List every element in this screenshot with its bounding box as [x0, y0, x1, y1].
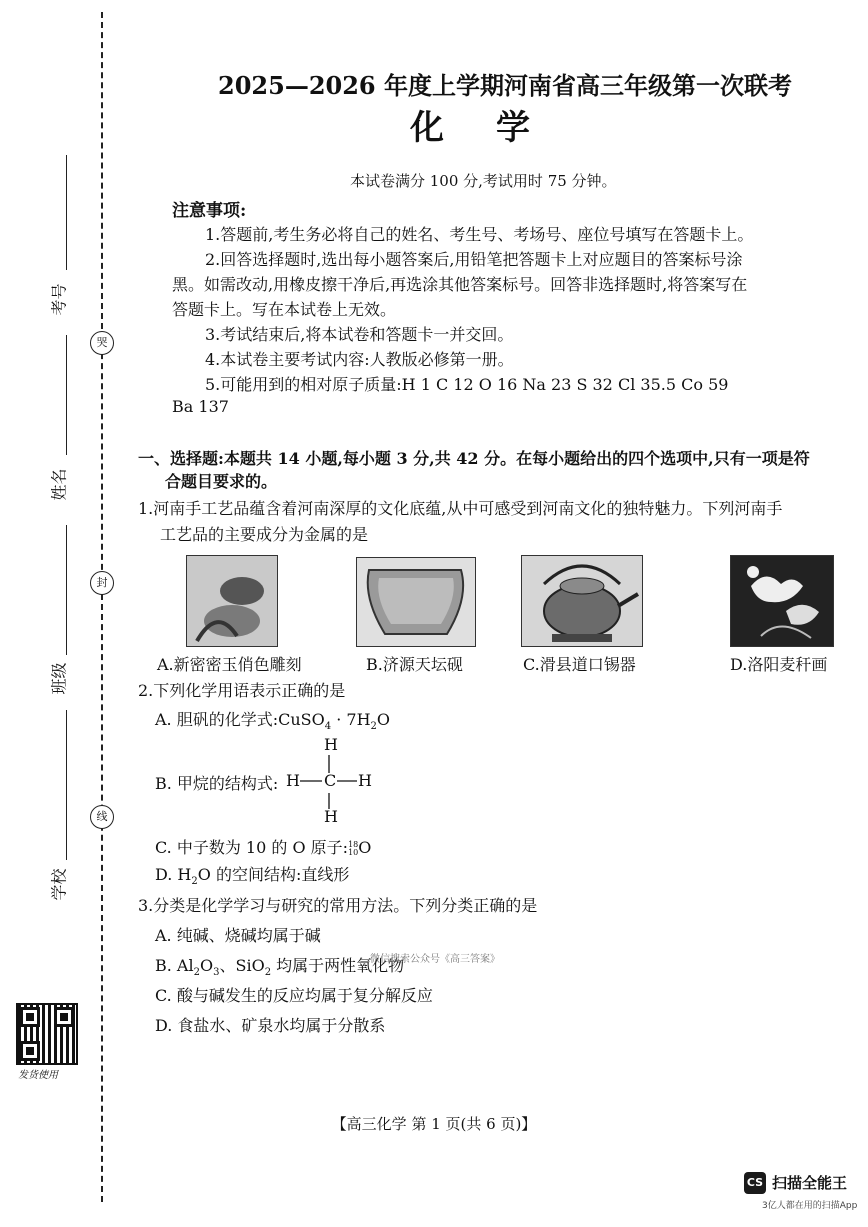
seal-mark-1: 哭 [90, 331, 114, 355]
q2-option-c: C. 中子数为 10 的 O 原子: 18 10 O [155, 838, 372, 857]
class-label: 班级 [49, 662, 69, 695]
q1-stem: 1.河南手工艺品蕴含着河南深厚的文化底蕴,从中可感受到河南文化的独特魅力。下列河南手 [138, 499, 783, 518]
exam-number-rule [66, 155, 67, 270]
section-heading: 一、选择题:本题共 14 小题,每小题 3 分,共 42 分。在每小题给出的四个选项中,只有一项是符 [138, 449, 810, 468]
notice-heading: 注意事项: [172, 201, 247, 221]
exam-number-label: 考号 [49, 283, 69, 316]
watermark: 微信搜索公众号《高三答案》 [370, 954, 500, 965]
notice-item-1: 1.答题前,考生务必将自己的姓名、考生号、考场号、座位号填写在答题卡上。 [205, 225, 754, 244]
seal-mark-3: 线 [90, 805, 114, 829]
q1-option-c: C.滑县道口锡器 [523, 655, 636, 674]
notice-item-2-end: 答题卡上。写在本试卷上无效。 [172, 300, 397, 319]
methane-c: C [324, 771, 337, 790]
subject-title: 化学 [410, 108, 582, 148]
notice-item-4: 4.本试卷主要考试内容:人教版必修第一册。 [205, 350, 514, 369]
methane-structure [283, 735, 383, 827]
q2-option-d: D. $H_2O$ 的空间结构:直线形 [155, 865, 350, 888]
straw-painting-image [730, 555, 834, 647]
methane-h-top: H [324, 735, 338, 754]
school-rule [66, 710, 67, 860]
qr-caption: 发货使用 [18, 1070, 58, 1081]
q3-option-c: C. 酸与碱发生的反应均属于复分解反应 [155, 986, 433, 1005]
name-rule [66, 335, 67, 455]
q1-option-a: A.新密密玉俏色雕刻 [157, 655, 302, 674]
qr-code [16, 1003, 78, 1065]
section-heading-cont: 合题目要求的。 [165, 472, 278, 491]
class-rule [66, 525, 67, 655]
methane-h-bottom: H [324, 807, 338, 826]
scanner-name: 扫描全能王 [772, 1174, 848, 1192]
q3-option-d: D. 食盐水、矿泉水均属于分散系 [155, 1016, 386, 1035]
binding-dashed-line [101, 12, 103, 1202]
methane-h-left: H [286, 771, 300, 790]
methane-h-right: H [358, 771, 372, 790]
name-label: 姓名 [49, 468, 69, 501]
inkstone-image [356, 557, 476, 647]
jade-carving-image [186, 555, 278, 647]
notice-item-5-cont: Ba 137 [172, 397, 229, 416]
notice-item-2-cont: 黑。如需改动,用橡皮擦干净后,再选涂其他答案标号。回答非选择题时,将答案写在 [172, 275, 748, 294]
page-footer: 【高三化学 第 1 页(共 6 页)】 [331, 1115, 537, 1133]
q1-option-b: B.济源天坛砚 [366, 655, 463, 674]
seal-mark-2: 封 [90, 571, 114, 595]
notice-item-3: 3.考试结束后,将本试卷和答题卡一并交回。 [205, 325, 514, 344]
q3-option-a: A. 纯碱、烧碱均属于碱 [155, 926, 321, 945]
q3-option-b: B. $Al_2O_3$、SiO$_2$ 均属于两性氧化物 [155, 956, 405, 979]
q2-option-b-label: B. 甲烷的结构式: [155, 774, 279, 793]
school-label: 学校 [49, 868, 69, 901]
q1-stem-cont: 工艺品的主要成分为金属的是 [160, 525, 369, 544]
exam-title: 2025—2026 年度上学期河南省高三年级第一次联考 [218, 71, 792, 100]
q2-option-a: A. 胆矾的化学式:CuSO$_4$ · $7H_2O$ [155, 710, 391, 733]
q3-stem: 3.分类是化学学习与研究的常用方法。下列分类正确的是 [138, 896, 538, 915]
scanner-logo-icon: CS [744, 1172, 766, 1194]
q2-stem: 2.下列化学用语表示正确的是 [138, 681, 346, 700]
exam-info: 本试卷满分 100 分,考试用时 75 分钟。 [350, 172, 617, 190]
scanner-tagline: 3亿人都在用的扫描App [762, 1201, 858, 1211]
notice-item-5: 5.可能用到的相对原子质量:H 1 C 12 O 16 Na 23 S 32 Cl 35.5 Co 59 [205, 375, 729, 394]
notice-item-2: 2.回答选择题时,选出每小题答案后,用铅笔把答题卡上对应题目的答案标号涂 [205, 250, 743, 269]
q1-option-d: D.洛阳麦秆画 [730, 655, 828, 674]
tin-teapot-image [521, 555, 643, 647]
